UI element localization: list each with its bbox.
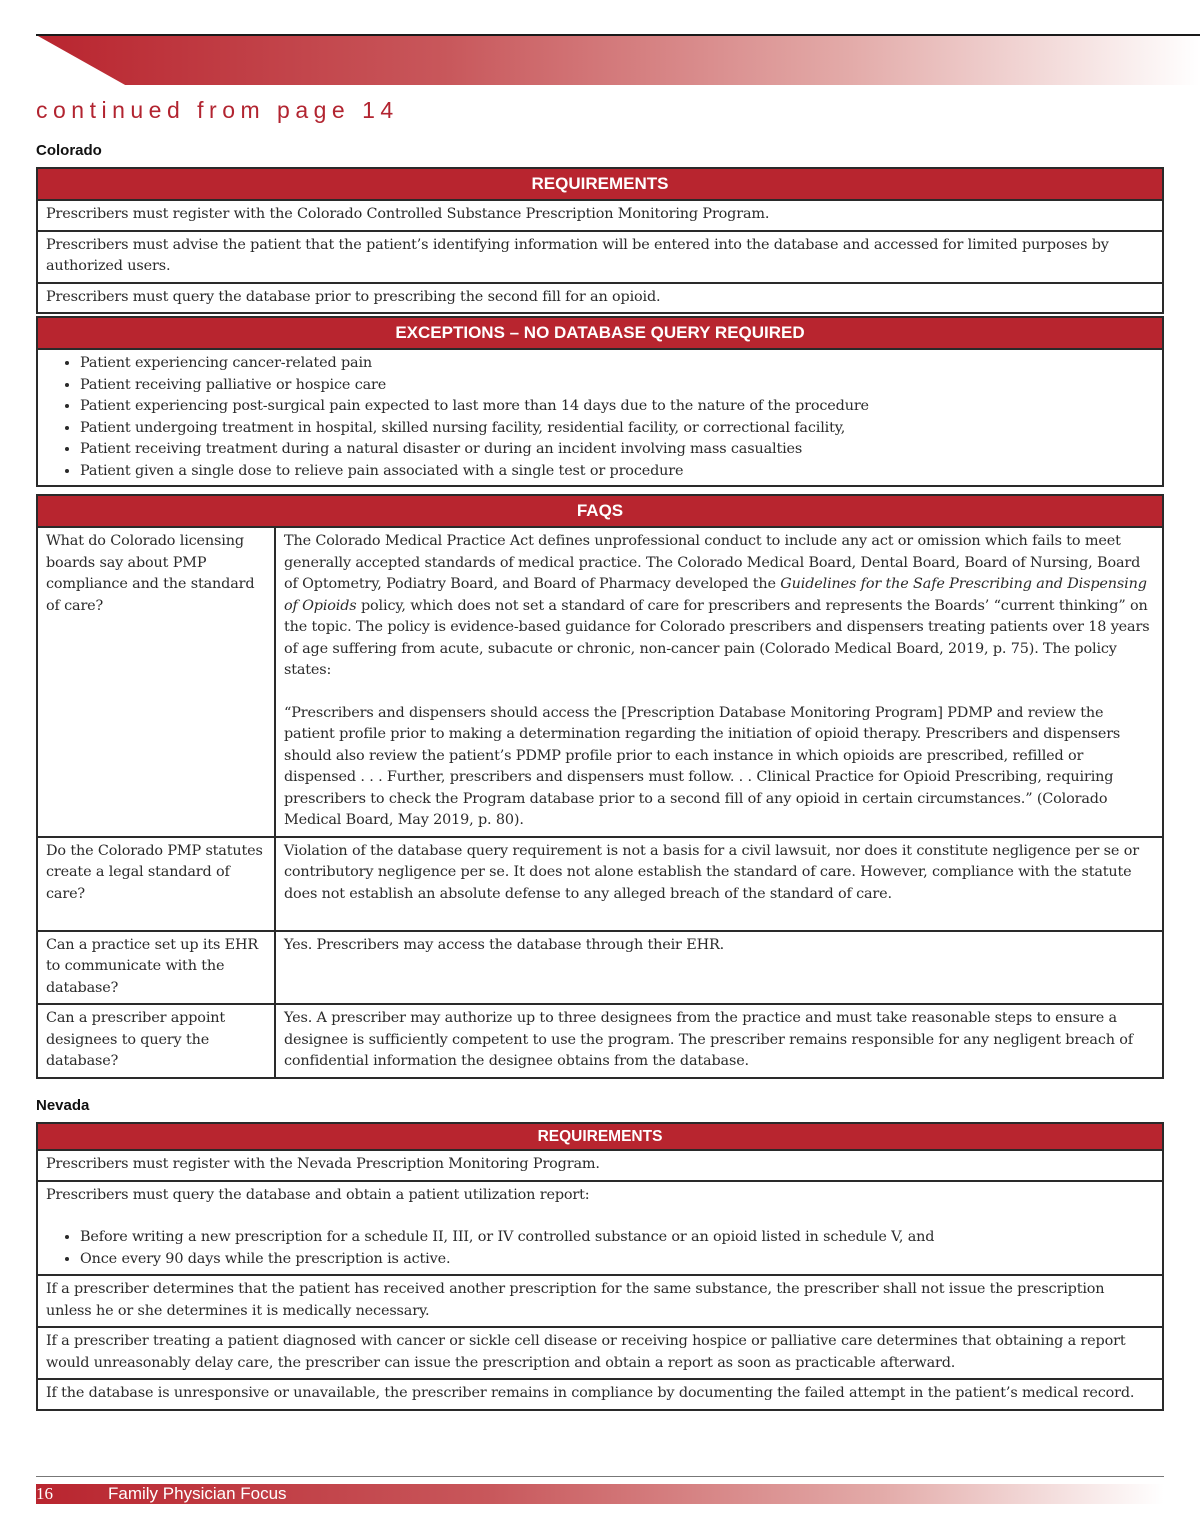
faqs-heading: FAQS [37,495,1163,527]
requirement-row: If the database is unresponsive or unavailable, the prescriber remains in compliance by documenting the failed attempt in the patient’s medical record. [37,1379,1163,1410]
faq-answer: Yes. A prescriber may authorize up to three designees from the practice and must take reasonable steps to ensure a designee is sufficiently competent to use the program. The prescriber remains responsible for any negligent breach of confidential information the designee obtains from the database. [275,1004,1163,1078]
policy-quote: “Prescribers and dispensers should access the [Prescription Database Monitoring Program] PDMP and review the patient profile prior to making a determination regarding the initiation of opioid therapy. Prescribers and dispensers should also review the patient’s PDMP profile prior to each instance in which opioids are prescribed, refilled or dispensed . . . Further, prescribers and dispensers must follow. . . Clinical Practice for Opioid Prescribing, requiring prescribers to check the Program database prior to a second fill of any opioid in certain circumstances.” (Colorado Medical Board, May 2019, p. 80). [284,704,1121,828]
nevada-requirements-table [36,1122,1164,1411]
requirement-intro: Prescribers must query the database and obtain a patient utilization report: [46,1186,590,1203]
faq-answer-paragraph [284,531,1154,682]
exception-item: • Patient given a single dose to relieve pain associated with a single test or procedure [80,461,1154,483]
requirement-list-item: • Once every 90 days while the prescription is active. [80,1249,1154,1271]
exceptions-list [46,353,1154,482]
requirements-heading: REQUIREMENTS [37,168,1163,200]
requirement-row: Prescribers must register with the Colorado Controlled Substance Prescription Monitoring Program. [37,200,1163,231]
faq-answer-text: The Colorado Medical Practice Act defines unprofessional conduct to include any act or omission which fails to meet generally accepted standards of medical practice. The Colorado Medical Board, Dental Board, Board of Nursing, Board of Optometry, Podiatry Board, and Board of Pharmacy developed the [284,533,1141,592]
requirement-row: Prescribers must register with the Nevada Prescription Monitoring Program. [37,1150,1163,1181]
faq-question: What do Colorado licensing boards say about PMP compliance and the standard of care? [37,527,275,837]
exception-item: • Patient experiencing cancer-related pain [80,353,1154,375]
requirement-list [46,1227,1154,1270]
requirement-row: If a prescriber treating a patient diagnosed with cancer or sickle cell disease or receiving hospice or palliative care determines that obtaining a report would unreasonably delay care, the prescriber can issue the prescription and obtain a report as soon as practicable afterward. [37,1327,1163,1379]
faq-question: Can a practice set up its EHR to communicate with the database? [37,931,275,1005]
page-number: 16 [36,1484,53,1503]
requirements-heading: REQUIREMENTS [37,1123,1163,1150]
colorado-requirements-table [36,167,1164,314]
nevada-title: Nevada [36,1097,90,1114]
faq-question: Do the Colorado PMP statutes create a legal standard of care? [37,837,275,931]
requirement-list-item: • Before writing a new prescription for a schedule II, III, or IV controlled substance or an opioid listed in schedule V, and [80,1227,1154,1249]
requirement-row: If a prescriber determines that the patient has received another prescription for the same substance, the prescriber shall not issue the prescription unless he or she determines it is medically necessary. [37,1275,1163,1327]
faq-answer-text: policy, which does not set a standard of care for prescribers and represents the Boards’ “current thinking” on the topic. The policy is evidence-based guidance for Colorado prescribers and dispensers treating patients over 18 years of age suffering from acute, subacute or chronic, non-cancer pain (Colorado Medical Board, 2019, p. 75). The policy states: [284,597,1150,678]
exception-item: • Patient undergoing treatment in hospital, skilled nursing facility, residential facility, or correctional facility, [80,418,1154,440]
requirement-row [37,1181,1163,1276]
exception-item: • Patient experiencing post-surgical pain expected to last more than 14 days due to the nature of the procedure [80,396,1154,418]
exceptions-heading: EXCEPTIONS – NO DATABASE QUERY REQUIRED [37,317,1163,349]
colorado-faqs-table [36,494,1164,1079]
colorado-exceptions-table [36,316,1164,487]
exception-item: • Patient receiving treatment during a natural disaster or during an incident involving mass casualties [80,439,1154,461]
requirement-row: Prescribers must query the database prior to prescribing the second fill for an opioid. [37,283,1163,314]
exceptions-list-cell [37,349,1163,486]
exception-item: • Patient receiving palliative or hospice care [80,375,1154,397]
publication-name: Family Physician Focus [108,1484,287,1503]
faq-answer: Yes. Prescribers may access the database through their EHR. [275,931,1163,1005]
faq-answer: Violation of the database query requirement is not a basis for a civil lawsuit, nor does it constitute negligence per se or contributory negligence per se. It does not alone establish the standard of care. However, compliance with the statute does not establish an absolute defense to any alleged breach of the standard of care. [275,837,1163,931]
footer-rule [36,1476,1164,1477]
faq-question: Can a prescriber appoint designees to query the database? [37,1004,275,1078]
guideline-title: Guidelines for the Safe Prescribing and Dispensing of Opioids [284,576,1147,614]
header-rule [36,34,1200,36]
requirement-row: Prescribers must advise the patient that the patient’s identifying information will be entered into the database and accessed for limited purposes by authorized users. [37,231,1163,283]
header-banner [38,36,1200,85]
continued-label: continued from page 14 [36,97,399,123]
colorado-title: Colorado [36,142,102,159]
faq-answer [275,527,1163,837]
